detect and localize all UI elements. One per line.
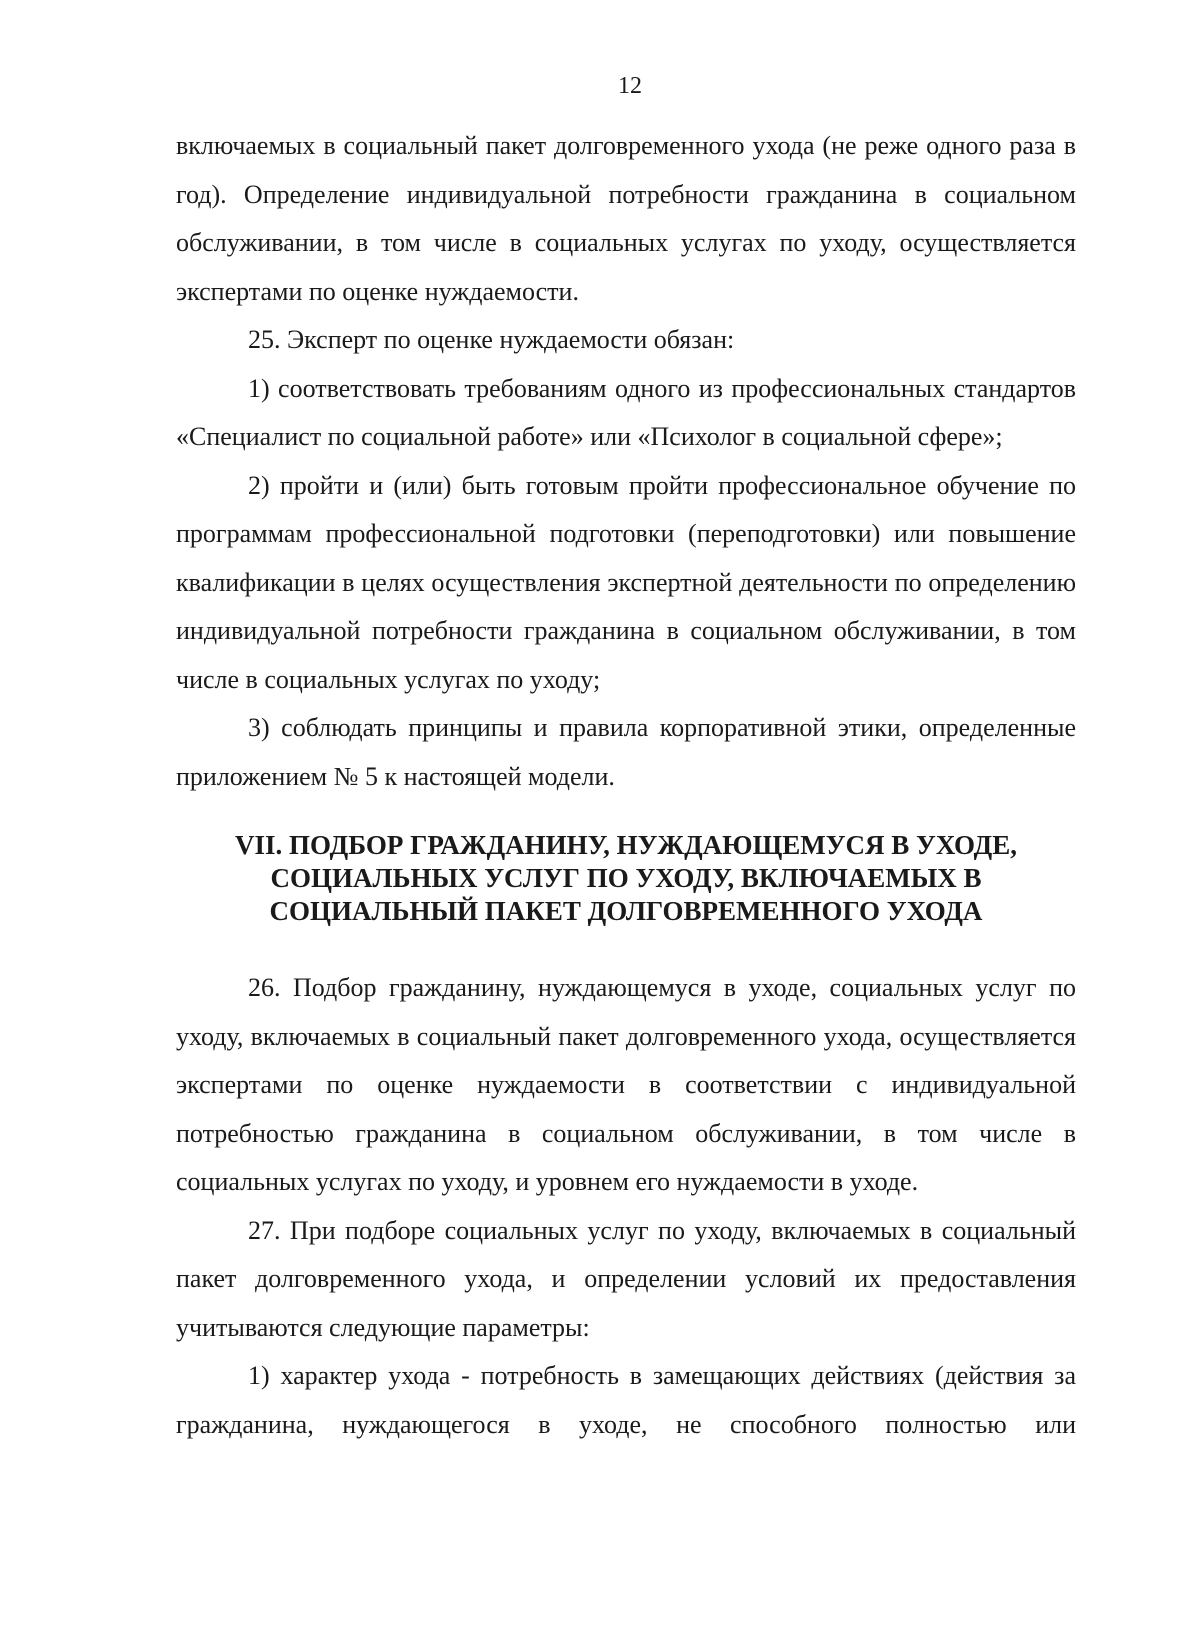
paragraph-25-item-3: 3) соблюдать принципы и правила корпоративной этики, определенные приложением № 5 к настоящей модели. — [176, 713, 1076, 791]
paragraph-27: 27. При подборе социальных услуг по уходу, включаемых в социальный пакет долговременного ухода, и определении условий их предоставления учитываются следующие параметры: — [176, 1215, 1076, 1342]
page-number: 12 — [618, 73, 642, 99]
paragraphs-top — [176, 122, 1076, 801]
section-heading: VII. ПОДБОР ГРАЖДАНИНУ, НУЖДАЮЩЕМУСЯ В УХОДЕ, СОЦИАЛЬНЫХ УСЛУГ ПО УХОДУ, ВКЛЮЧАЕМЫХ В СОЦИАЛЬНЫЙ ПАКЕТ ДОЛГОВРЕМЕННОГО УХОДА — [235, 830, 1017, 926]
paragraph-25: 25. Эксперт по оценке нуждаемости обязан: — [248, 325, 735, 354]
paragraphs-bottom — [176, 964, 1076, 1449]
paragraph-27-item-1: 1) характер ухода - потребность в замещающих действиях (действия за гражданина, нуждающегося в уходе, не способного полностью или — [176, 1361, 1076, 1439]
paragraph-26: 26. Подбор гражданину, нуждающемуся в уходе, социальных услуг по уходу, включаемых в социальный пакет долговременного ухода, осуществляется экспертами по оценке нуждаемости в соответствии с индивидуальной потребностью гражданина в социальном обслуживании, в том числе в социальных услугах по уходу, и уровнем его нуждаемости в уходе. — [176, 973, 1076, 1196]
document-body — [176, 122, 1076, 1449]
paragraph-25-item-2: 2) пройти и (или) быть готовым пройти профессиональное обучение по программам профессиональной подготовки (переподготовки) или повышение квалификации в целях осуществления экспертной деятельности по определению индивидуальной потребности гражданина в социальном обслуживании, в том числе в социальных услугах по уходу; — [176, 470, 1076, 694]
paragraph-continuation: включаемых в социальный пакет долговременного ухода (не реже одного раза в год). Определение индивидуальной потребности гражданина в социальном обслуживании, в том числе в социальных услугах по уходу, осуществляется экспертами по оценке нуждаемости. — [176, 131, 1076, 306]
paragraph-25-item-1: 1) соответствовать требованиям одного из профессиональных стандартов «Специалист по социальной работе» или «Психолог в социальной сфере»; — [176, 373, 1076, 451]
